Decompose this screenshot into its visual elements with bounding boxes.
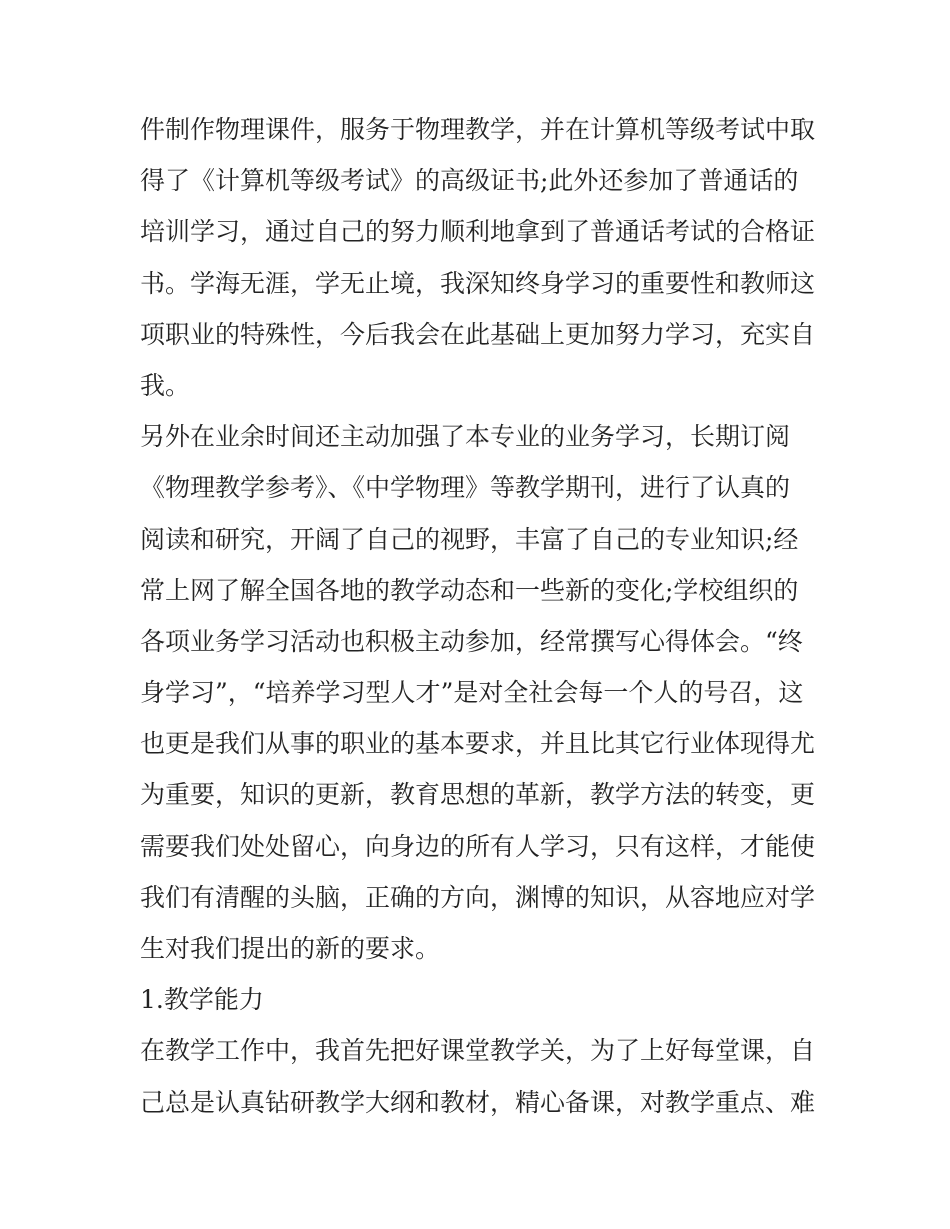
- text-line: 也更是我们从事的职业的基本要求，并且比其它行业体现得尤: [140, 729, 816, 759]
- text-line: 项职业的特殊性，今后我会在此基础上更加努力学习，充实自: [140, 319, 816, 349]
- text-line: 我们有清醒的头脑，正确的方向，渊博的知识，从容地应对学: [140, 882, 816, 912]
- text-line: 为重要，知识的更新，教育思想的革新，教学方法的转变，更: [140, 780, 816, 810]
- text-line: 常上网了解全国各地的教学动态和一些新的变化;学校组织的: [140, 575, 799, 605]
- text-line: 《物理教学参考》、《中学物理》等教学期刊，进行了认真的: [140, 473, 791, 503]
- text-line: 件制作物理课件，服务于物理教学，并在计算机等级考试中取: [140, 115, 816, 144]
- text-line: 得了《计算机等级考试》的高级证书;此外还参加了普通话的: [140, 166, 799, 196]
- text-line: 培训学习，通过自己的努力顺利地拿到了普通话考试的合格证: [140, 217, 816, 247]
- text-line: 阅读和研究，开阔了自己的视野，丰富了自己的专业知识;经: [140, 524, 799, 554]
- text-line: 书。学海无涯，学无止境，我深知终身学习的重要性和教师这: [140, 268, 816, 298]
- text-line: 在教学工作中，我首先把好课堂教学关，为了上好每堂课，自: [140, 1036, 816, 1066]
- section-heading: 1.教学能力: [140, 985, 264, 1015]
- text-line: 需要我们处处留心，向身边的所有人学习，只有这样，才能使: [140, 831, 816, 861]
- text-line: 生对我们提出的新的要求。: [140, 934, 441, 963]
- text-line: 另外在业余时间还主动加强了本专业的业务学习，长期订阅: [140, 422, 791, 452]
- text-line: 各项业务学习活动也积极主动参加，经常撰写心得体会。“终: [140, 626, 803, 656]
- text-line: 己总是认真钻研教学大纲和教材，精心备课，对教学重点、难: [140, 1087, 816, 1117]
- document-body: [140, 104, 820, 1128]
- text-line: 身学习”，“培养学习型人才”是对全社会每一个人的号召，这: [140, 678, 804, 708]
- text-line: 我。: [140, 370, 191, 400]
